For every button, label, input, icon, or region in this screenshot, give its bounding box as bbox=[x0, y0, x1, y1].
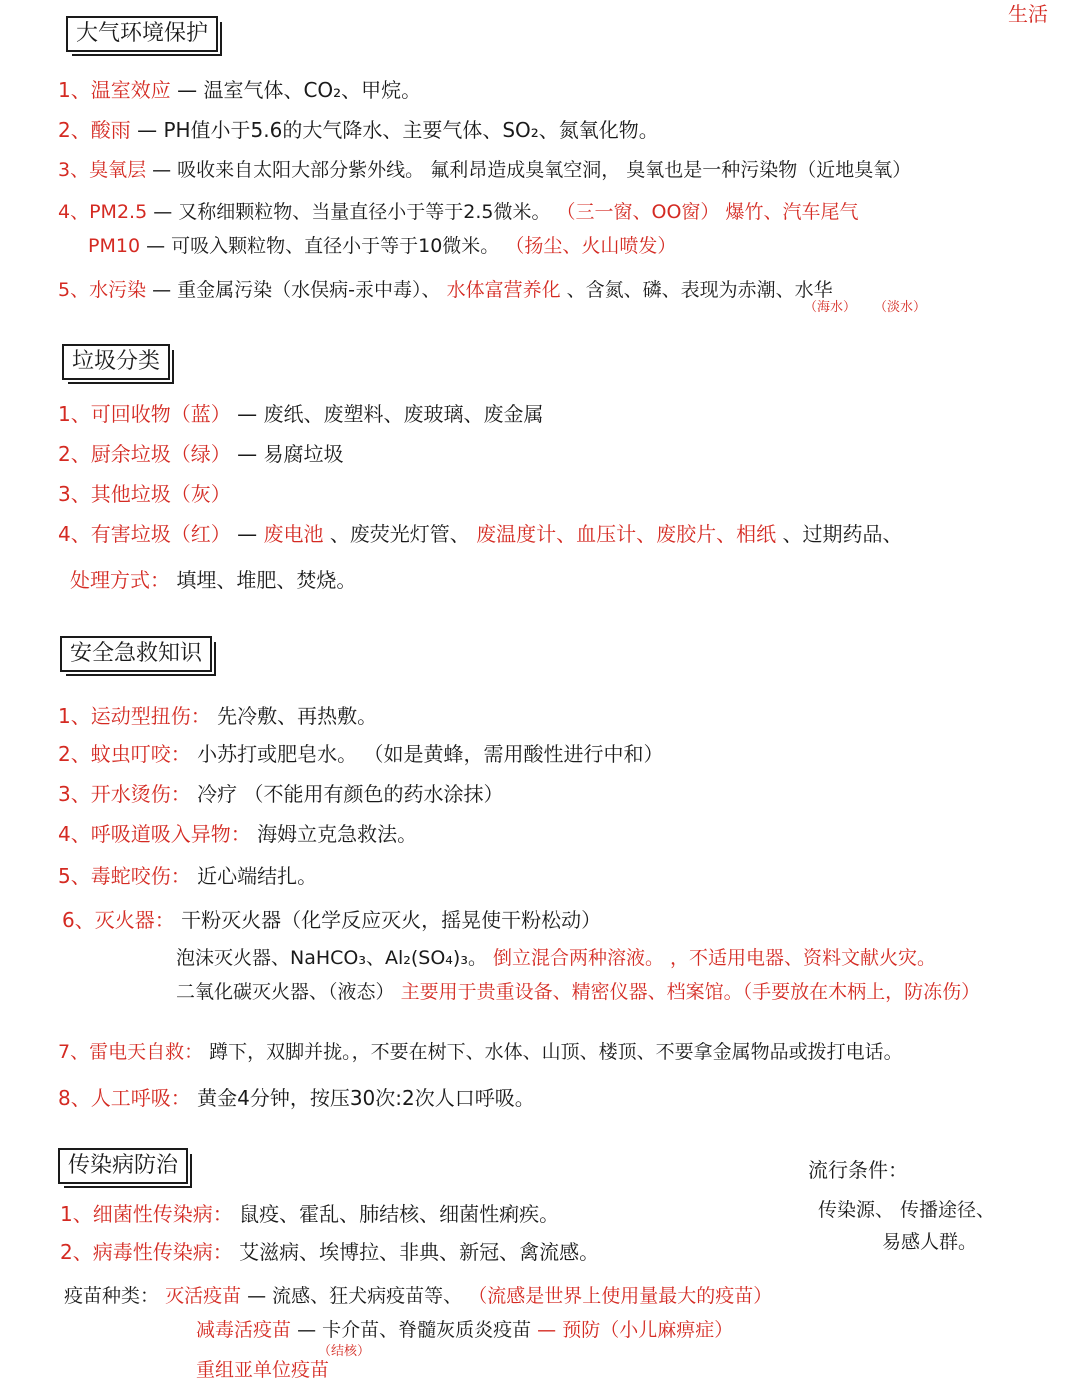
aid-label-3: 3、开水烫伤： bbox=[58, 782, 191, 806]
air-label-2: 2、酸雨 bbox=[58, 118, 131, 142]
air-line-6 bbox=[58, 276, 833, 304]
aid-text-8: 二氧化碳灭火器、（液态） bbox=[176, 981, 395, 1003]
garbage-red-4: 废电池 bbox=[263, 522, 324, 546]
garbage-line-2 bbox=[58, 440, 343, 468]
garbage-label-3: 3、其他垃圾（灰） bbox=[58, 482, 231, 506]
section-title-air: 大气环境保护 bbox=[66, 16, 218, 52]
air-line-3 bbox=[58, 156, 911, 184]
aid-line-5 bbox=[58, 862, 317, 890]
air-label-4: 4、PM2.5 bbox=[58, 201, 148, 223]
disease-red-4b: — 预防（小儿麻痹症） bbox=[537, 1319, 734, 1341]
garbage-text-5: 填埋、堆肥、焚烧。 bbox=[176, 568, 357, 592]
garbage-text-1: — 废纸、废塑料、废玻璃、废金属 bbox=[237, 402, 544, 426]
air-sub-seawater: （海水） bbox=[804, 300, 857, 315]
garbage-text-2: — 易腐垃圾 bbox=[237, 442, 344, 466]
disease-text-3: — 流感、狂犬病疫苗等、 bbox=[247, 1285, 463, 1307]
aid-red-8: 主要用于贵重设备、精密仪器、档案馆。（手要放在木柄上，防冻伤） bbox=[400, 981, 981, 1003]
air-text-5: — 可吸入颗粒物、直径小于等于10微米。 bbox=[146, 235, 500, 257]
aid-line-4 bbox=[58, 820, 417, 848]
aid-label-2: 2、蚊虫叮咬： bbox=[58, 742, 191, 766]
disease-text-2: 艾滋病、埃博拉、非典、新冠、禽流感。 bbox=[239, 1240, 600, 1264]
air-line-2 bbox=[58, 116, 659, 144]
disease-red-3: 灭活疫苗 bbox=[165, 1285, 242, 1307]
aid-text-5: 近心端结扎。 bbox=[197, 864, 318, 888]
air-line-5 bbox=[88, 232, 676, 260]
corner-tag: 生活 bbox=[1008, 2, 1048, 26]
air-text-3: — 吸收来自太阳大部分紫外线。 氟利昂造成臭氧空洞， 臭氧也是一种污染物（近地臭氧） bbox=[152, 159, 912, 181]
disease-label-3: 疫苗种类： bbox=[64, 1285, 160, 1307]
aid-line-6 bbox=[62, 906, 601, 934]
air-red-5: （扬尘、火山喷发） bbox=[505, 235, 677, 257]
garbage-line-5 bbox=[70, 566, 356, 594]
aid-label-9: 7、雷电天自救： bbox=[58, 1041, 204, 1063]
garbage-label-2: 2、厨余垃圾（绿） bbox=[58, 442, 231, 466]
air-text-6: — 重金属污染（水俣病-汞中毒）、 bbox=[152, 279, 441, 301]
aid-text-6: 干粉灭火器（化学反应灭火，摇晃使干粉松动） bbox=[181, 908, 602, 932]
section-title-first-aid: 安全急救知识 bbox=[60, 636, 212, 672]
aid-line-10 bbox=[58, 1084, 535, 1112]
aid-text-4: 海姆立克急救法。 bbox=[257, 822, 418, 846]
garbage-text-4c: 、过期药品、 bbox=[782, 522, 903, 546]
aid-line-2 bbox=[58, 740, 663, 768]
disease-red-3b: （流感是世界上使用量最大的疫苗） bbox=[468, 1285, 773, 1307]
aid-text-2: 小苏打或肥皂水。 （如是黄蜂，需用酸性进行中和） bbox=[197, 742, 664, 766]
disease-text-4: — 卡介苗、脊髓灰质炎疫苗 bbox=[297, 1319, 532, 1341]
epidemic-conditions-line-1: 传染源、 传播途径、 bbox=[818, 1199, 996, 1221]
disease-label-1: 1、细菌性传染病： bbox=[60, 1202, 233, 1226]
aid-text-7: 泡沫灭火器、NaHCO₃、Al₂(SO₄)₃。 bbox=[176, 947, 487, 969]
air-text-2: — PH值小于5.6的大气降水、主要气体、SO₂、氮氧化物。 bbox=[137, 118, 659, 142]
disease-label-2: 2、病毒性传染病： bbox=[60, 1240, 233, 1264]
air-text-1: — 温室气体、CO₂、甲烷。 bbox=[177, 78, 422, 102]
disease-line-3 bbox=[64, 1282, 772, 1310]
aid-text-3: 冷疗 （不能用有颜色的药水涂抹） bbox=[197, 782, 504, 806]
epidemic-conditions-line-2: 易感人群。 bbox=[882, 1231, 978, 1253]
disease-line-2 bbox=[60, 1238, 599, 1266]
air-label-1: 1、温室效应 bbox=[58, 78, 171, 102]
disease-sub-tb: （结核） bbox=[318, 1344, 371, 1359]
garbage-line-1 bbox=[58, 400, 543, 428]
air-line-1 bbox=[58, 76, 421, 104]
garbage-text-4: — bbox=[237, 522, 258, 546]
air-label-5: PM10 bbox=[88, 235, 141, 257]
section-title-garbage: 垃圾分类 bbox=[62, 344, 170, 380]
disease-line-5: 重组亚单位疫苗 bbox=[196, 1359, 330, 1381]
garbage-red-4b: 废温度计、血压计、废胶片、相纸 bbox=[476, 522, 777, 546]
aid-label-4: 4、呼吸道吸入异物： bbox=[58, 822, 251, 846]
aid-text-10: 黄金4分钟，按压30次:2次人口呼吸。 bbox=[197, 1086, 535, 1110]
epidemic-conditions-title: 流行条件： bbox=[808, 1158, 908, 1182]
air-sub-freshwater: （淡水） bbox=[874, 300, 927, 315]
air-text-6b: 、含氮、磷、表现为赤潮、水华 bbox=[566, 279, 833, 301]
garbage-label-4: 4、有害垃圾（红） bbox=[58, 522, 231, 546]
disease-line-1 bbox=[60, 1200, 559, 1228]
air-label-3: 3、臭氧层 bbox=[58, 159, 147, 181]
aid-line-9 bbox=[58, 1038, 903, 1066]
disease-text-1: 鼠疫、霍乱、肺结核、细菌性痢疾。 bbox=[239, 1202, 560, 1226]
garbage-line-3 bbox=[58, 480, 231, 508]
aid-label-6: 6、灭火器： bbox=[62, 908, 175, 932]
aid-line-1 bbox=[58, 702, 377, 730]
aid-line-8 bbox=[176, 978, 980, 1006]
air-line-4 bbox=[58, 198, 858, 226]
aid-text-9: 蹲下，双脚并拢。，不要在树下、水体、山顶、楼顶、不要拿金属物品或拨打电话。 bbox=[209, 1041, 903, 1063]
aid-label-5: 5、毒蛇咬伤： bbox=[58, 864, 191, 888]
aid-red-7: 倒立混合两种溶液。 ，不适用电器、资料文献火灾。 bbox=[493, 947, 937, 969]
air-red-6: 水体富营养化 bbox=[446, 279, 561, 301]
air-text-4: — 又称细颗粒物、当量直径小于等于2.5微米。 bbox=[153, 201, 551, 223]
air-label-6: 5、水污染 bbox=[58, 279, 147, 301]
air-red-4: （三一窗、OO窗） 爆竹、汽车尾气 bbox=[556, 201, 859, 223]
disease-red-4: 减毒活疫苗 bbox=[196, 1319, 292, 1341]
aid-label-10: 8、人工呼吸： bbox=[58, 1086, 191, 1110]
garbage-text-4b: 、废荧光灯管、 bbox=[329, 522, 470, 546]
garbage-label-5: 处理方式： bbox=[70, 568, 170, 592]
aid-text-1: 先冷敷、再热敷。 bbox=[217, 704, 378, 728]
aid-line-3 bbox=[58, 780, 503, 808]
disease-line-4 bbox=[196, 1316, 733, 1344]
garbage-line-4 bbox=[58, 520, 903, 548]
aid-line-7 bbox=[176, 944, 936, 972]
garbage-label-1: 1、可回收物（蓝） bbox=[58, 402, 231, 426]
section-title-disease: 传染病防治 bbox=[58, 1148, 188, 1184]
aid-label-1: 1、运动型扭伤： bbox=[58, 704, 211, 728]
